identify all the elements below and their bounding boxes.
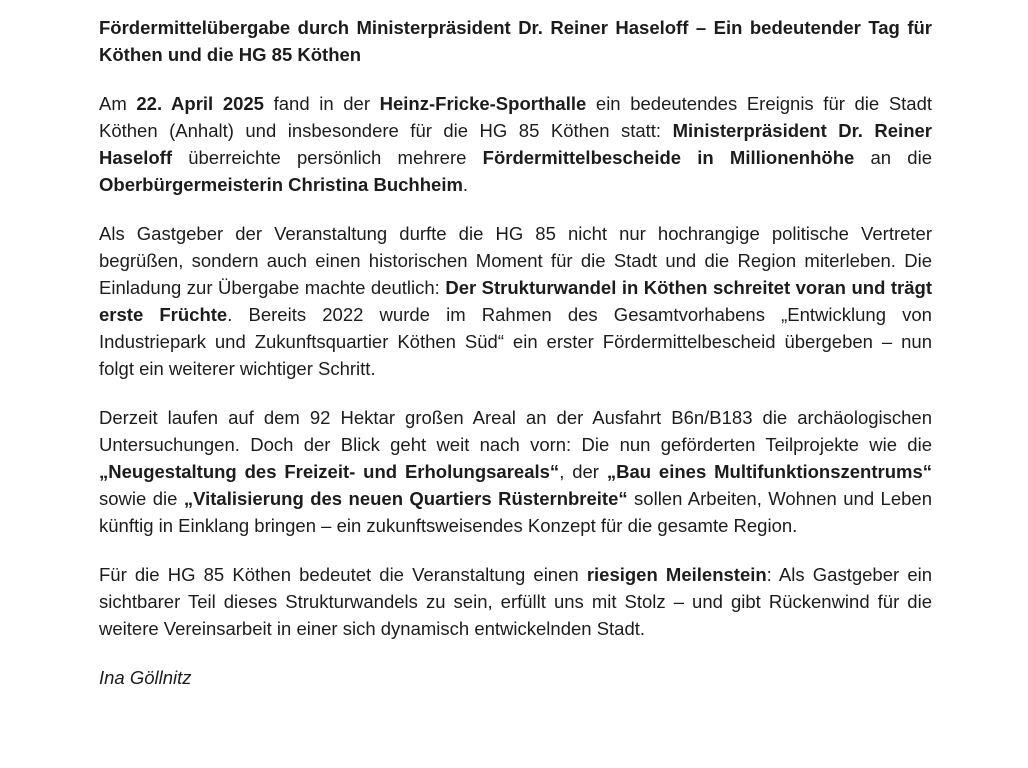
mayor-name: Oberbürgermeisterin Christina Buchheim (99, 174, 463, 195)
milestone-highlight: riesigen Meilenstein (586, 564, 767, 585)
text-run: , der (559, 461, 607, 482)
project-quarter-ruesternbreite: „Vitalisierung des neuen Quartiers Rüsternbreite“ (183, 488, 628, 509)
paragraph-2 (99, 220, 932, 382)
venue-name: Heinz-Fricke-Sporthalle (379, 93, 587, 114)
text-run: Für die HG 85 Köthen bedeutet die Veranstaltung einen (99, 564, 587, 585)
event-date: 22. April 2025 (136, 93, 264, 114)
document-title: Fördermittelübergabe durch Ministerpräsident Dr. Reiner Haseloff – Ein bedeutender Tag für Köthen und die HG 85 Köthen (99, 17, 932, 65)
document-page (99, 14, 932, 691)
paragraph-3 (99, 404, 932, 539)
text-run: Als Gastgeber der Veranstaltung durfte die HG 85 nicht nur hochrangige politische Vertreter begrüßen, sondern auch einen historischen Moment für die Stadt und die Region miterleben. Die Einladung zur Übergabe machte deutlich: (99, 223, 932, 298)
minister-name: Ministerpräsident Dr. Reiner Haseloff (99, 120, 932, 168)
text-run: sollen Arbeiten, Wohnen und Leben künftig in Einklang bringen – ein zukunftsweisendes Konzept für die gesamte Region. (99, 488, 932, 536)
text-run: Derzeit laufen auf dem 92 Hektar großen Areal an der Ausfahrt B6n/B183 die archäologischen Untersuchungen. Doch der Blick geht weit nach vorn: Die nun geförderten Teilprojekte wie die (99, 407, 932, 455)
text-run: . Bereits 2022 wurde im Rahmen des Gesamtvorhabens „Entwicklung von Industriepark und Zukunftsquartier Köthen Süd“ ein erster Fördermittelbescheid übergeben – nun folgt ein weiterer wichtiger Schritt. (99, 304, 932, 379)
text-run: überreichte persönlich mehrere (172, 147, 483, 168)
text-run: fand in der (263, 93, 380, 114)
project-multifunction-center: „Bau eines Multifunktionszentrums“ (606, 461, 932, 482)
paragraph-1 (99, 90, 932, 198)
text-run: . (462, 174, 469, 195)
text-run: an die (854, 147, 932, 168)
structural-change-highlight: Der Strukturwandel in Köthen schreitet voran und trägt erste Früchte (99, 277, 932, 325)
text-run: sowie die (99, 488, 184, 509)
text-run: ein bedeutendes Ereignis für die Stadt Köthen (Anhalt) und insbesondere für die HG 85 Köthen statt: (99, 93, 933, 141)
text-run: : Als Gastgeber ein sichtbarer Teil dieses Strukturwandels zu sein, erfüllt uns mit Stolz – und gibt Rückenwind für die weitere Vereinsarbeit in einer sich dynamisch entwickelnden Stadt. (99, 564, 933, 639)
paragraph-4 (99, 561, 932, 642)
author-signature: Ina Göllnitz (99, 667, 192, 688)
funding-highlight: Fördermittelbescheide in Millionenhöhe (482, 147, 855, 168)
project-leisure-area: „Neugestaltung des Freizeit- und Erholungsareals“ (99, 461, 560, 482)
text-run: Am (99, 93, 137, 114)
